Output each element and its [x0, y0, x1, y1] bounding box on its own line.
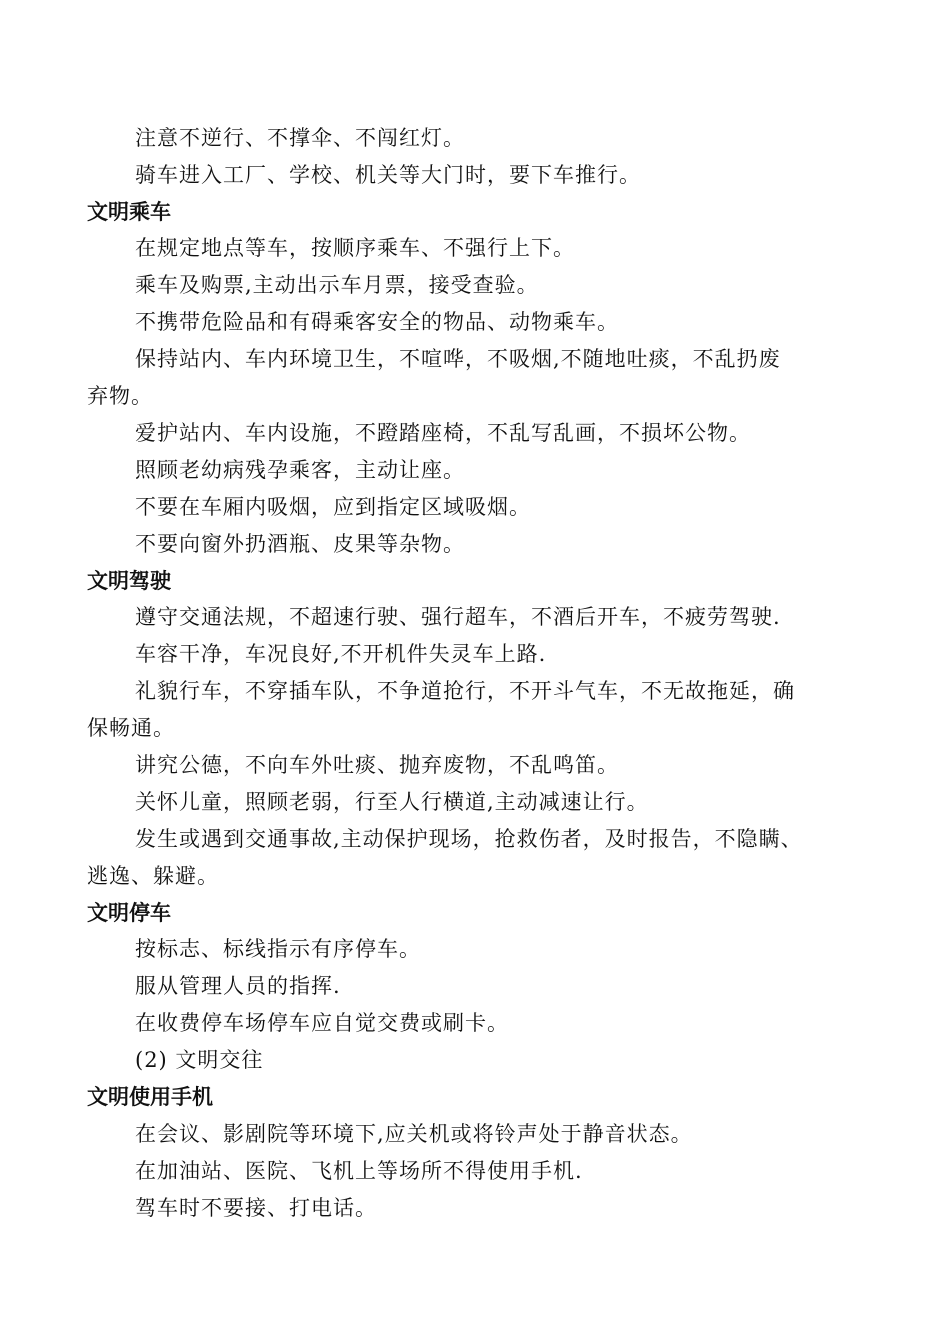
text-line: 礼貌行车，不穿插车队，不争道抢行，不开斗气车，不无故拖延，确 — [135, 679, 795, 703]
text-line: 不携带危险品和有碍乘客安全的物品、动物乘车。 — [135, 310, 619, 334]
text-line: 驾车时不要接、打电话。 — [135, 1196, 377, 1220]
text-line: 遵守交通法规，不超速行驶、强行超车，不酒后开车，不疲劳驾驶. — [135, 605, 781, 629]
text-line: 在收费停车场停车应自觉交费或刷卡。 — [135, 1011, 509, 1035]
text-line: 不要向窗外扔酒瓶、皮果等杂物。 — [135, 532, 465, 556]
text-line: 在会议、影剧院等环境下,应关机或将铃声处于静音状态。 — [135, 1122, 693, 1146]
text-line: 不要在车厢内吸烟，应到指定区域吸烟。 — [135, 495, 531, 519]
text-line: 保持站内、车内环境卫生，不喧哗，不吸烟,不随地吐痰，不乱扔废 — [135, 347, 781, 371]
text-line-continuation: 弃物。 — [87, 384, 153, 408]
text-line: 在加油站、医院、飞机上等场所不得使用手机. — [135, 1159, 583, 1183]
text-line: 关怀儿童，照顾老弱，行至人行横道,主动减速让行。 — [135, 790, 649, 814]
text-line: 发生或遇到交通事故,主动保护现场，抢救伤者，及时报告，不隐瞒、 — [135, 827, 803, 851]
text-line: 注意不逆行、不撑伞、不闯红灯。 — [135, 126, 465, 150]
text-line: 骑车进入工厂、学校、机关等大门时，要下车推行。 — [135, 163, 641, 187]
text-line-continuation: 逃逸、躲避。 — [87, 864, 219, 888]
text-line: 在规定地点等车，按顺序乘车、不强行上下。 — [135, 236, 575, 260]
text-line: 爱护站内、车内设施，不蹬踏座椅，不乱写乱画，不损坏公物。 — [135, 421, 751, 445]
text-line-continuation: 保畅通。 — [87, 716, 175, 740]
section-heading: 文明停车 — [87, 901, 171, 925]
text-line: 车容干净，车况良好,不开机件失灵车上路. — [135, 642, 547, 666]
subsection-title: (2) 文明交往 — [135, 1048, 264, 1072]
section-heading: 文明乘车 — [87, 200, 171, 224]
text-line: 照顾老幼病残孕乘客，主动让座。 — [135, 458, 465, 482]
text-line: 按标志、标线指示有序停车。 — [135, 937, 421, 961]
text-line: 乘车及购票,主动出示车月票，接受查验。 — [135, 273, 539, 297]
text-line: 服从管理人员的指挥. — [135, 974, 341, 998]
text-line: 讲究公德，不向车外吐痰、抛弃废物，不乱鸣笛。 — [135, 753, 619, 777]
section-heading: 文明使用手机 — [87, 1085, 213, 1109]
section-heading: 文明驾驶 — [87, 569, 171, 593]
